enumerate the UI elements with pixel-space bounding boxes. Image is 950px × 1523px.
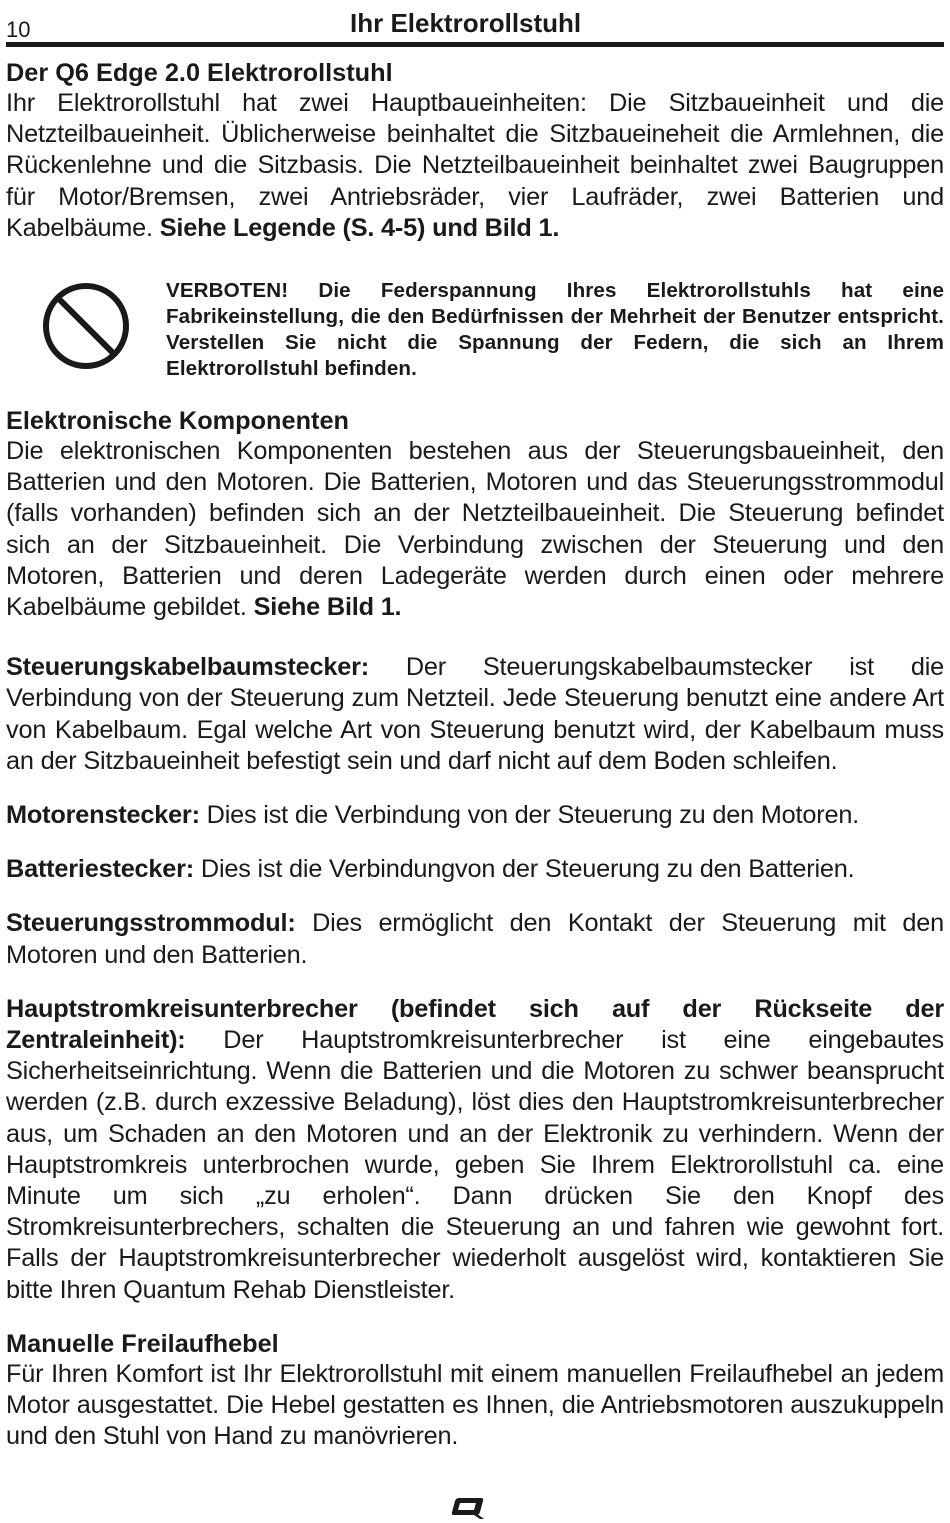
definition-motor-connector xyxy=(6,800,944,831)
section-q6-edge xyxy=(6,58,944,244)
definition-text: Dies ist die Verbindung von der Steuerung zu den Motoren. xyxy=(206,801,860,830)
warning-text: VERBOTEN! Die Federspannung Ihres Elektrorollstuhls hat eine Fabrikeinstellung, die den Bedürfnissen der Mehrheit der Benutzer entspricht. Verstellen Sie nicht die Spannung der Federn, die sich an Ihrem Elektrorollstuhl befinden. xyxy=(166,279,944,381)
definition-term: Steuerungsstrommodul: xyxy=(6,909,296,938)
definition-power-module xyxy=(6,908,944,970)
section-heading: Elektronische Komponenten xyxy=(6,407,349,436)
page-number: 10 xyxy=(6,17,31,42)
definition-text: Der Steuerungskabelbaumstecker ist die Verbindung von der Steuerung zum Netzteil. Jede Steuerung benutzt eine andere Art von Kabelbaum. Egal welche Art von Steuerung benutzt wird, der Kabelbaum muss an der Sitzbaueinheit befestigt sein und darf nicht auf dem Boden schleifen. xyxy=(6,653,944,775)
definition-control-harness xyxy=(6,652,944,777)
definition-term: Steuerungskabelbaumstecker: xyxy=(6,653,369,682)
definition-text: Dies ist die Verbindungvon der Steuerung zu den Batterien. xyxy=(200,855,855,884)
header-rule xyxy=(6,42,944,47)
header-title: Ihr Elektrorollstuhl xyxy=(350,8,582,38)
definition-term: Batteriestecker: xyxy=(6,855,195,884)
section-electronics xyxy=(6,406,944,623)
section-freewheel xyxy=(6,1329,944,1453)
section-body: Für Ihren Komfort ist Ihr Elektrorollstuhl mit einem manuellen Freilaufhebel an jedem Motor ausgestattet. Die Hebel gestatten es Ihnen, die Antriebsmotoren auszukuppeln und den Stuhl von Hand zu manövrieren. xyxy=(6,1359,944,1451)
page-header xyxy=(6,0,944,46)
figure-reference: Siehe Legende (S. 4-5) und Bild 1. xyxy=(159,213,560,242)
section-body xyxy=(6,88,944,244)
quantum-q-logo-icon xyxy=(450,1494,486,1520)
section-heading: Der Q6 Edge 2.0 Elektrorollstuhl xyxy=(6,59,393,87)
definition-term: Motorenstecker: xyxy=(6,801,200,830)
figure-reference: Siehe Bild 1. xyxy=(253,593,402,622)
definition-term: Hauptstromkreisunterbrecher (befindet sich auf der Rückseite der Zentraleinheit): xyxy=(6,994,944,1055)
prohibited-icon xyxy=(40,280,132,372)
section-heading: Manuelle Freilaufhebel xyxy=(6,1329,279,1358)
warning-box xyxy=(6,278,944,382)
body-text: Ihr Elektrorollstuhl hat zwei Hauptbaueinheiten: Die Sitzbaueinheit und die Netzteilbaueinheit. Üblicherweise beinhaltet die Sitzbaueineheit die Armlehnen, die Rückenlehne und die Sitzbasis. Die Netzteilbaueinheit beinhaltet zwei Baugruppen für Motor/Bremsen, zwei Antriebsräder, vier Laufräder, zwei Batterien und Kabelbäume. xyxy=(6,89,944,242)
definition-text: Der Hauptstromkreisunterbrecher ist eine eingebautes Sicherheitseinrichtung. Wenn die Batterien und die Motoren zu schwer beansprucht werden (z.B. durch exzessive Beladung), löst dies den Hauptstromkreisunterbrecher aus, um Schaden an den Motoren und an der Elektronik zu verhindern. Wenn der Hauptstromkreis unterbrochen wurde, geben Sie Ihrem Elektrorollstuhl ca. eine Minute um sich „zu erholen“. Dann drücken Sie den Knopf des Stromkreisunterbrechers, schalten die Steuerung an und fahren wie gewohnt fort. Falls der Hauptstromkreisunterbrecher wiederholt ausgelöst wird, kontaktieren Sie bitte Ihren Quantum Rehab Dienstleister. xyxy=(6,1026,944,1304)
definition-circuit-breaker xyxy=(6,994,944,1306)
definition-text: Dies ermöglicht den Kontakt der Steuerung mit den Motoren und den Batterien. xyxy=(6,909,944,969)
definition-battery-connector xyxy=(6,854,944,885)
manual-page xyxy=(6,0,944,1453)
body-text: Die elektronischen Komponenten bestehen aus der Steuerungsbaueinheit, den Batterien und den Motoren. Die Batterien, Motoren und das Steuerungsstrommodul (falls vorhanden) befinden sich an der Netzteilbaueinheit. Die Steuerung befindet sich an der Sitzbaueinheit. Die Verbindung zwischen der Steuerung und den Motoren, Batterien und deren Ladegeräte werden durch einen oder mehrere Kabelbäume gebildet. xyxy=(6,437,944,622)
section-body xyxy=(6,436,944,623)
